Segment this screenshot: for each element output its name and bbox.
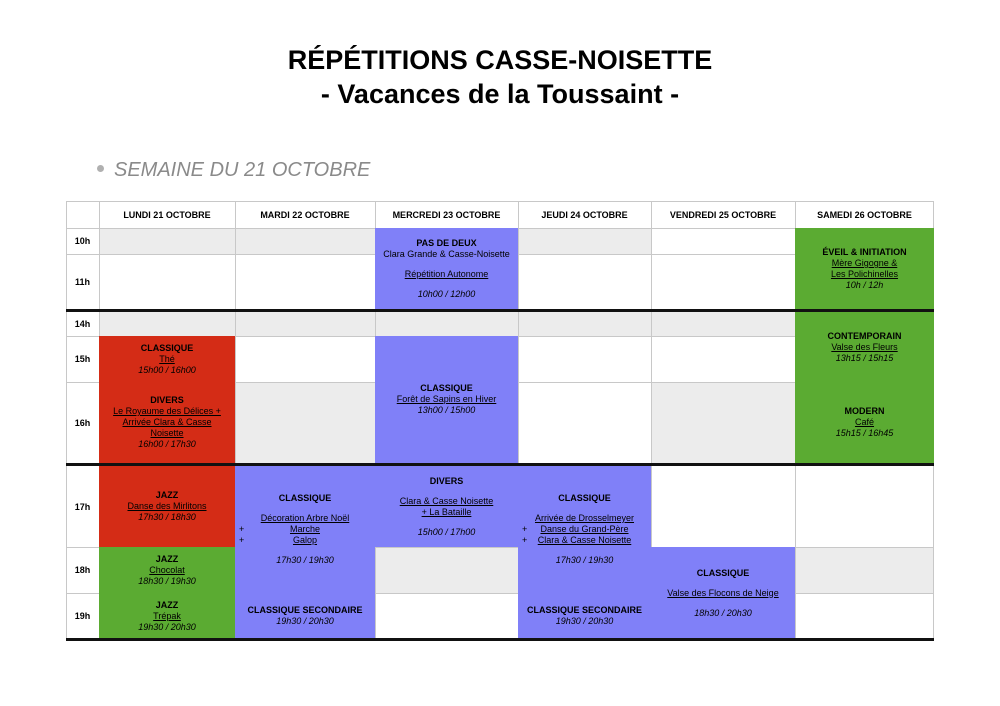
hour-label: 15h <box>74 354 91 364</box>
event-time: 10h / 12h <box>845 280 884 290</box>
event-title: JAZZ <box>155 490 179 500</box>
event-time: 15h00 / 17h00 <box>417 526 476 537</box>
event-title: CLASSIQUE <box>558 493 611 503</box>
plus-sign: + <box>239 535 245 545</box>
bullet-icon <box>97 165 104 172</box>
event-line: Danse des Mirlitons <box>127 501 207 511</box>
event-block[interactable] <box>795 382 934 463</box>
event-line <box>522 535 647 546</box>
hour-label: 16h <box>74 417 91 428</box>
title-line-2: - Vacances de la Toussaint - <box>320 79 680 109</box>
event-block[interactable] <box>651 547 795 639</box>
event-block[interactable] <box>99 547 235 593</box>
event-title: CONTEMPORAIN <box>827 330 902 341</box>
event-time: 19h30 / 20h30 <box>555 616 614 626</box>
event-time: 10h00 / 12h00 <box>417 289 476 299</box>
empty-cell <box>235 228 375 254</box>
event-line-text: Danse du Grand-Père <box>540 524 629 534</box>
event-time: 13h15 / 15h15 <box>835 352 894 363</box>
title-line-1: RÉPÉTITIONS CASSE-NOISETTE <box>287 45 713 75</box>
event-time: 19h30 / 20h30 <box>138 621 196 632</box>
event-line <box>239 524 371 535</box>
day-header: SAMEDI 26 OCTOBRE <box>817 209 912 220</box>
event-time: 17h30 / 19h30 <box>276 555 334 565</box>
event-time: 16h00 / 17h30 <box>138 439 196 449</box>
table-bottom-border <box>66 638 934 641</box>
event-line-text: Marche <box>289 524 320 534</box>
event-line: Clara Grande & Casse-Noisette <box>383 249 510 259</box>
event-block[interactable] <box>518 593 651 639</box>
event-line: Trépak <box>153 610 181 621</box>
period-separator <box>66 463 934 466</box>
event-line: Café <box>854 417 874 427</box>
event-line: Décoration Arbre Noël <box>260 513 350 523</box>
event-block[interactable] <box>99 382 235 463</box>
event-line: Forêt de Sapins en Hiver <box>396 394 497 404</box>
event-title: JAZZ <box>155 553 179 564</box>
event-time: 17h30 / 18h30 <box>138 512 196 522</box>
event-line: Thé <box>159 353 175 364</box>
event-title: DIVERS <box>429 475 464 486</box>
event-line <box>522 524 647 535</box>
event-block[interactable] <box>235 466 375 593</box>
empty-cell <box>375 547 518 593</box>
event-title: JAZZ <box>155 599 179 610</box>
event-line-text: Galop <box>292 535 318 545</box>
hour-label: 19h <box>74 611 91 621</box>
hour-label: 11h <box>74 277 90 287</box>
event-block[interactable] <box>795 228 934 310</box>
plus-sign: + <box>522 535 528 545</box>
plus-sign: + <box>239 524 245 534</box>
event-line: Valse des Fleurs <box>831 341 898 352</box>
event-block[interactable] <box>375 466 518 547</box>
hour-label: 10h <box>74 236 91 246</box>
event-line: Mère Gigogne & <box>831 258 898 268</box>
event-line: Chocolat <box>149 564 185 575</box>
event-title: DIVERS <box>150 395 184 405</box>
event-time: 15h00 / 16h00 <box>138 364 196 375</box>
event-title: CLASSIQUE <box>140 342 194 353</box>
event-title: CLASSIQUE <box>420 383 473 393</box>
plus-sign: + <box>522 524 528 534</box>
event-line: Clara & Casse Noisette <box>399 495 494 506</box>
event-line: Valse des Flocons de Neige <box>667 587 779 598</box>
event-title: PAS DE DEUX <box>416 238 477 248</box>
event-line: Arrivée de Drosselmeyer <box>534 513 635 523</box>
event-block[interactable] <box>235 593 375 639</box>
empty-cell <box>651 382 795 463</box>
event-title: CLASSIQUE SECONDAIRE <box>526 605 642 615</box>
event-block[interactable] <box>99 466 235 547</box>
event-block[interactable] <box>375 228 518 310</box>
empty-cell <box>235 382 375 463</box>
event-time: 18h30 / 20h30 <box>694 607 752 618</box>
event-time: 18h30 / 19h30 <box>138 575 196 586</box>
day-header: VENDREDI 25 OCTOBRE <box>669 209 777 220</box>
event-line: Le Royaume des Délices + <box>113 406 221 416</box>
event-title: CLASSIQUE <box>696 567 750 578</box>
section-label: SEMAINE DU 21 OCTOBRE <box>114 159 371 181</box>
hour-label: 18h <box>74 565 91 575</box>
event-line: Les Polichinelles <box>830 269 899 279</box>
day-header: MARDI 22 OCTOBRE <box>260 209 350 220</box>
event-title: CLASSIQUE SECONDAIRE <box>247 605 363 615</box>
event-time: 17h30 / 19h30 <box>555 555 614 565</box>
hour-label: 14h <box>74 319 91 329</box>
event-line <box>239 535 371 546</box>
day-header: JEUDI 24 OCTOBRE <box>541 209 628 220</box>
event-line: Répétition Autonome <box>404 269 489 279</box>
section-heading <box>97 159 370 182</box>
event-line: + La Bataille <box>421 506 472 517</box>
empty-cell <box>795 547 934 593</box>
event-line: Arrivée Clara & Casse <box>122 417 212 427</box>
empty-cell <box>518 228 651 254</box>
event-block[interactable] <box>518 466 651 593</box>
event-block[interactable] <box>375 336 518 463</box>
event-block[interactable] <box>99 593 235 639</box>
event-block[interactable] <box>795 312 934 382</box>
event-time: 13h00 / 15h00 <box>417 405 476 415</box>
period-separator <box>66 309 934 312</box>
day-header: MERCREDI 23 OCTOBRE <box>392 209 501 220</box>
event-block[interactable] <box>99 336 235 382</box>
empty-cell <box>99 228 235 254</box>
event-time: 15h15 / 16h45 <box>835 428 894 438</box>
event-title: MODERN <box>844 406 885 416</box>
event-line-text: Clara & Casse Noisette <box>537 535 632 545</box>
event-time: 19h30 / 20h30 <box>276 616 334 626</box>
event-title: CLASSIQUE <box>278 493 332 503</box>
empty-row <box>99 312 795 336</box>
hour-label: 17h <box>74 501 91 512</box>
event-line: Noisette <box>150 428 184 438</box>
day-header: LUNDI 21 OCTOBRE <box>123 209 211 220</box>
event-title: ÉVEIL & INITIATION <box>822 247 907 257</box>
schedule-table <box>66 201 934 641</box>
page-title <box>0 43 1000 111</box>
